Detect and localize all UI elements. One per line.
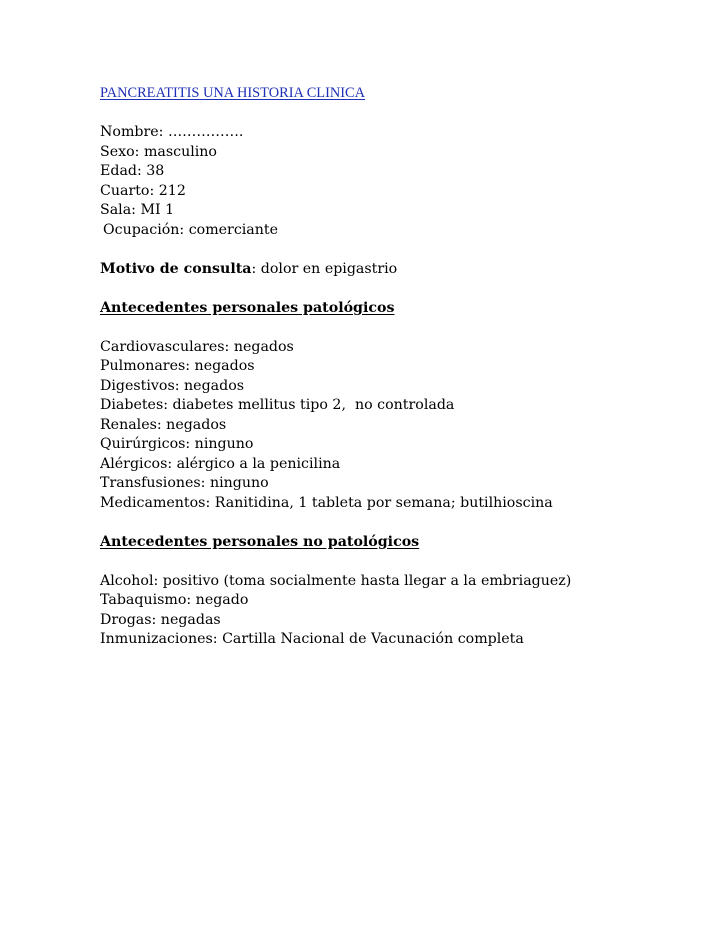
patient-ward: Sala: MI 1 xyxy=(100,202,175,218)
list-item: Medicamentos: Ranitidina, 1 tableta por semana; butilhioscina xyxy=(100,494,553,511)
chief-complaint xyxy=(100,260,700,280)
list-item: Drogas: negadas xyxy=(100,611,221,628)
non-pathological-history-heading: Antecedentes personales no patológicos xyxy=(100,533,420,550)
non-pathological-history-list xyxy=(100,572,700,650)
list-item: Alcohol: positivo (toma socialmente hasta llegar a la embriaguez) xyxy=(100,572,572,589)
list-item: Tabaquismo: negado xyxy=(100,592,249,608)
patient-sex: Sexo: masculino xyxy=(100,143,217,160)
list-item: Cardiovasculares: negados xyxy=(100,338,294,355)
patient-occupation: Ocupación: comerciante xyxy=(103,221,279,238)
spacer xyxy=(100,240,700,260)
spacer xyxy=(100,552,700,572)
chief-complaint-label: Motivo de consulta xyxy=(100,260,252,277)
chief-complaint-value: : dolor en epigastrio xyxy=(251,260,398,277)
patient-name: Nombre: ……………. xyxy=(100,124,244,140)
document-page xyxy=(100,84,700,650)
list-item: Alérgicos: alérgico a la penicilina xyxy=(100,455,341,472)
list-item: Quirúrgicos: ninguno xyxy=(100,436,254,452)
pathological-history-list xyxy=(100,338,700,514)
pathological-history-heading: Antecedentes personales patológicos xyxy=(100,299,395,316)
patient-age: Edad: 38 xyxy=(100,163,165,179)
spacer xyxy=(100,279,700,299)
spacer xyxy=(100,318,700,338)
list-item: Digestivos: negados xyxy=(100,377,245,394)
list-item: Pulmonares: negados xyxy=(100,358,255,374)
list-item: Diabetes: diabetes mellitus tipo 2, no controlada xyxy=(100,397,455,413)
list-item: Renales: negados xyxy=(100,416,227,433)
patient-room: Cuarto: 212 xyxy=(100,182,186,199)
document-title-link[interactable]: PANCREATITIS UNA HISTORIA CLINICA xyxy=(100,85,366,101)
list-item: Transfusiones: ninguno xyxy=(100,475,269,491)
spacer xyxy=(100,513,700,533)
list-item: Inmunizaciones: Cartilla Nacional de Vacunación completa xyxy=(100,631,524,647)
